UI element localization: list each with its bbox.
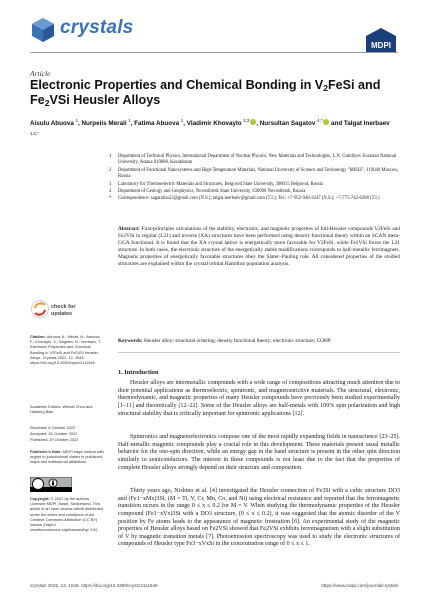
keywords-label: Keywords: [118,338,143,344]
copyright-notice: Copyright: © 2022 by the authors. Licensee MDPI, Basel, Switzerland. This article is an open access article distributed under the terms and conditions of the Creative Commons Attribution (CC BY) license (https:// creativecommons.org/licenses/by/ 4.0/). [30,496,104,533]
affiliation-2: 2 Department of Functional Nanosystems and High-Temperature Materials, National University of Science and Technology "MISIS", 119049 Moscow, Russia [109,168,399,179]
received-date: Received: 6 October 2022 [30,425,76,430]
author-name: Nursultan Sagatov $^{4,*}$ [260,120,330,127]
keywords-text: Heusler alloy; structural ordering; density functional theory; electronic structure; COHP [144,338,331,344]
author-name: Nurpeiis Merali $^1$, [81,118,133,128]
affiliation-1: 1 Department of Technical Physics, International Department of Nuclear Physics, New Materials and Technologies, L.N. Gumilyov Eurasian National University, Astana 010008, Kazakhstan [109,154,397,165]
journal-name: crystals [60,17,134,38]
abstract-text: First-principles calculations of the stability, electronic, and magnetic properties of full-Heusler compounds V2FeSi and Fe2VSi in regular (L21) and inverse (XA) structures have been performed using density functional theory within an SCAN meta-GGA functional. It is found that the XA crystal lattice is energetically more favorable for V2FeSi, while Fe2VSi forms the L21 structure. In both cases, the electronic structure of the energetically stable modifications corresponds to half-metallic ferrimagnets. Magnetic properties of energetically favorable structures obey the Slater–Pauling rule. All considered properties of the studied structures are explained within the crystal orbital Hamilton population analysis. [118,226,400,268]
keywords [118,338,400,345]
crystals-logo-icon [30,17,56,43]
orcid-icon[interactable] [250,119,256,125]
affiliation-4: 4 Department of Geology and Geophysics, Novosibirsk State University, 630090 Novosibirsk, Russia [109,189,306,194]
badge-line-1: check for [51,304,76,310]
publisher-note: Publisher's Note: MDPI stays neutral with regard to jurisdictional claims in published maps and institutional affiliations. [30,449,104,465]
citation-block: Citation: Abuova, A.; Merali, N.; Abuova, F.; Khovaylo, V.; Sagatov, N.; Inerbaev, T. Electronic Properties and Chemical Bonding in V2FeSi and Fe2VSi Heusler Alloys. Crystals 2022, 12, 1546. https://doi.org/10.3390/cryst12111546 [30,334,102,366]
body-paragraph-2: Spintronics and magnetoelectronics compose one of the most rapidly expanding fields in nanoscience [23–25]. Half-metallic magnetic compounds play a crucial role in this development. These materials present usual metallic behavior for the one-spin direction, while an energy gap in the band structure is present in the other spin direction similarly to semiconductors. The interest in these compounds is not least due to the fact that the properties of complete Heusler alloys strongly depend on their structure and composition. [118,434,400,471]
footer-journal-url[interactable]: https://www.mdpi.com/journal/crystals [321,583,398,588]
cc-by-license-icon[interactable] [30,477,72,492]
paper-title: Electronic Properties and Chemical Bonding in $V_2FeSi$ and $Fe_2VSi$ Heusler Alloys [30,78,381,108]
article-type: Article [30,69,51,78]
author-name: Aisulu Abuova $^1$, [30,118,80,128]
check-for-updates-badge[interactable] [30,296,78,322]
footer-citation: Crystals 2022, 12, 1546. https://doi.org/10.3390/cryst12111546 [30,583,158,588]
body-paragraph-1: Heusler alloys are intermetallic compounds with a wide range of compositions attracting much attention due to their potential applications as thermoelectric, spintronic, and magnetostrictive materials. The structural, electronic, thermodynamic, and magnetic properties of many Heusler compounds have previously been studied experimentally [1–11] and theoretically [12–22]. Some of the Heusler alloys are half-metals with 100% spin polarization and high structural stability that is critically important for spintronic applications [12]. [118,380,400,417]
abstract [118,226,400,268]
badge-line-2: updates [51,311,73,317]
author-name: Fatima Abuova $^1$, [134,118,185,128]
accepted-date: Accepted: 26 October 2022 [30,431,78,436]
publisher-name: MDPI [371,41,391,50]
correspondence: * Correspondence: sagatinho23@gmail.com (N.S.); talgat.inerbaev@gmail.com (T.I.); Tel.: +7-952-940-3247 (N.S.); +7-775-742-6208 (T.I.) [109,196,380,201]
check-updates-icon [32,301,49,318]
author-list [30,116,400,142]
abstract-label: Abstract: [118,226,140,232]
academic-editors: Academic Editors: Weiwei Zhou and Haidong Bian [30,404,93,415]
section-heading-introduction: 1. Introduction [118,369,159,376]
author-name: Vladimir Khovaylo $^{2,3}$ , [186,118,258,128]
orcid-icon[interactable] [323,119,329,125]
body-paragraph-3: Thirty years ago, Nishino et al. [4] investigated the Heusler connection of Fe3Si with a cubic structure DO3 and (Fe1−xMx)3Si, (M = Ti, V, Cr, Mn, Co, and Ni) using electrical resistance and reported that the ferromagnetic transition occurs in the range 0 ≤ x ≤ 0.2 for M = V. When studying the thermodynamic properties of the Heusler compound (Fe1−xVx)3Si with a DO3 structure, (0 ≤ x ≤ 0.2), it was suggested that the atomic disorder of the V position by Fe atoms leads to the appearance of magnetic frustration [6]. An experimental study of the magnetic properties of Heusler alloys based on Fe2VSi showed that Fe2VSi exhibits ferromagnetism with a slight substitution of V by magnetic transition metals [7]. Photoemission spectroscopy was used to study the electronic structures of compounds of Heusler type Fe3−xVxSi in the concentration range of 0 ≤ x ≤ 1. [118,488,400,548]
abstract-divider [118,352,400,353]
author-name: and Talgat Inerbaev $^{1,2,*}$ [30,120,390,137]
header-divider [30,52,398,53]
affiliation-3: 3 Laboratory for Thermoelectric Materials and Structures, Belgorod State University, 308015 Belgorod, Russia [109,182,324,187]
published-date: Published: 29 October 2022 [30,437,79,442]
mdpi-logo-icon [364,27,398,53]
